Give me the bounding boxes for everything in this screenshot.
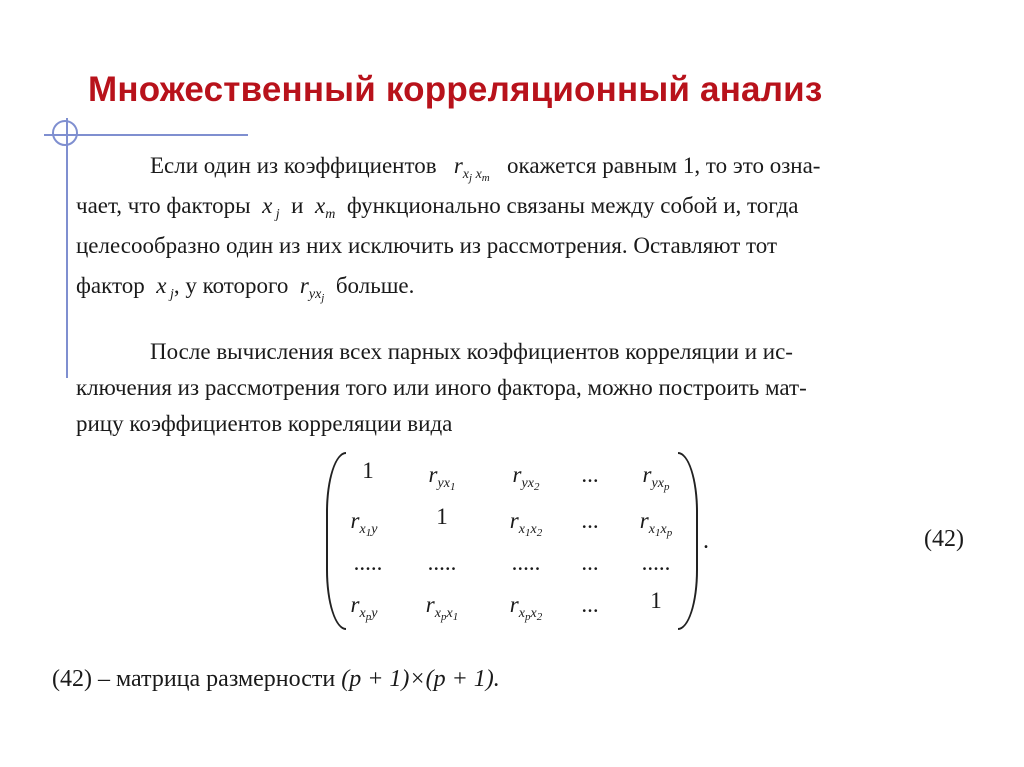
equation-number: (42): [924, 526, 964, 552]
correlation-matrix: [326, 452, 698, 632]
matrix-cell: $r_{x_1y}$: [350, 508, 378, 539]
paragraph-1-line-1: Если один из коэффициентов $r_{x_j x_m}$ окажется равным 1, то это озна-: [150, 153, 821, 184]
matrix-cell: $r_{yx_p}$: [642, 462, 670, 493]
matrix-cell: .....: [427, 550, 457, 575]
matrix-cell: ...: [581, 508, 599, 533]
math-xj: x $_j$: [256, 193, 280, 222]
paragraph-2-line-1: После вычисления всех парных коэффициентов корреляции и ис-: [150, 339, 793, 364]
matrix-cell: $r_{x_1x_2}$: [509, 508, 543, 539]
paragraph-2: [76, 332, 1000, 440]
decorative-circle: [52, 120, 78, 146]
math-xj-2: x $_j$: [150, 273, 174, 302]
math-xm: $x_m$: [309, 193, 336, 222]
paragraph-2-line-3: рицу коэффициентов корреляции вида: [76, 411, 453, 436]
matrix-cell: $r_{yx_1}$: [428, 462, 456, 493]
matrix-cell: 1: [650, 588, 662, 613]
matrix-cell: $r_{x_1x_p}$: [639, 508, 673, 539]
math-r-yxj: $r_{yx_j}$: [294, 273, 325, 304]
matrix-dimension-note: (42) – матрица размерности (p + 1)×(p + 1).: [52, 666, 500, 692]
paragraph-1: [76, 146, 1000, 306]
paragraph-2-line-2: ключения из рассмотрения того или иного фактора, можно построить мат-: [76, 375, 807, 400]
matrix-cell: $r_{x_px_1}$: [425, 592, 459, 623]
matrix-cell: $r_{yx_2}$: [512, 462, 540, 493]
matrix-cell: 1: [436, 504, 448, 529]
matrix-cell: 1: [362, 458, 374, 483]
matrix-cell: ...: [581, 462, 599, 487]
decorative-vertical-line: [66, 118, 68, 378]
paragraph-1-line-2: чает, что факторы x $_j$ и $x_m$ функционально связаны между собой и, тогда: [76, 193, 799, 222]
paragraph-1-line-3: целесообразно один из них исключить из рассмотрения. Оставляют тот: [76, 233, 778, 258]
matrix-cell: .....: [511, 550, 541, 575]
dimension-expression: (p + 1)×(p + 1).: [341, 666, 500, 692]
matrix-cell: ...: [581, 550, 599, 575]
matrix-cell: $r_{x_py}$: [350, 592, 378, 623]
matrix-cell: $r_{x_px_2}$: [509, 592, 543, 623]
matrix-cell: .....: [353, 550, 383, 575]
paragraph-1-line-4: фактор x $_j$, у которого $r_{yx_j}$ больше.: [76, 273, 415, 304]
page-title: Множественный корреляционный анализ: [88, 70, 823, 109]
matrix-cell: ...: [581, 592, 599, 617]
matrix-period: .: [703, 528, 709, 554]
matrix-cell: .....: [641, 550, 671, 575]
math-r-xj-xm: $r_{x_j x_m}$: [442, 153, 490, 184]
